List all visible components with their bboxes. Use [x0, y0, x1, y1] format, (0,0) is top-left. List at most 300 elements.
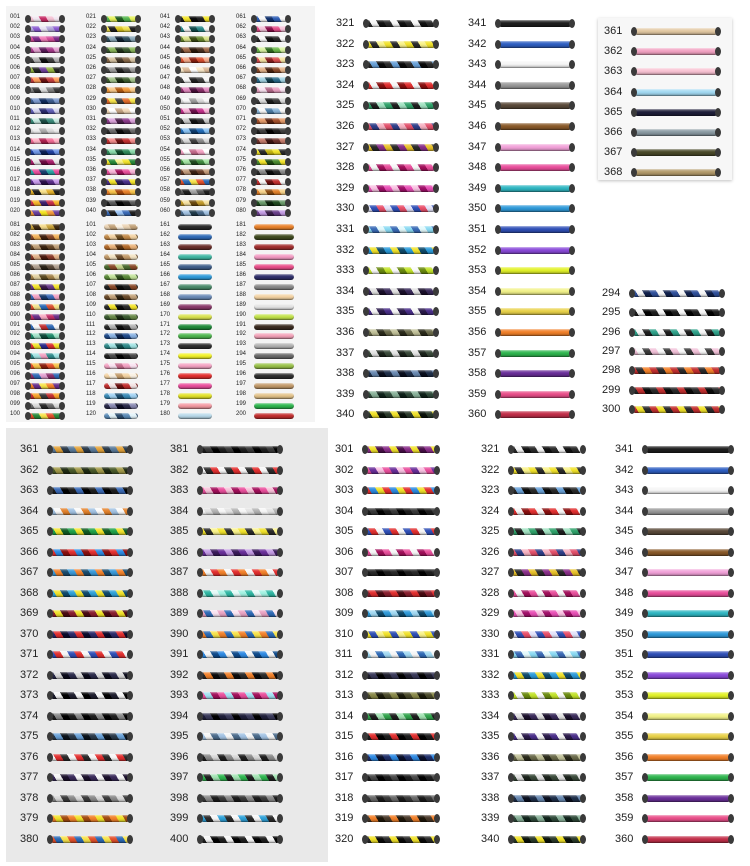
cord-row [160, 222, 220, 232]
cord-swatch [200, 836, 280, 843]
cord-swatch [178, 244, 212, 250]
cord-end-cap [175, 168, 181, 176]
cord-swatch [28, 274, 62, 280]
cord-swatch [28, 87, 62, 93]
cord-swatch [104, 77, 138, 83]
cord-row [604, 26, 726, 37]
cord-row [160, 232, 220, 242]
cord-swatch [366, 247, 436, 254]
cord-swatch [365, 733, 437, 740]
cord-row [468, 80, 580, 91]
cord-row [602, 385, 730, 396]
cord-number: 331 [481, 648, 500, 660]
cord-end-cap [127, 507, 133, 516]
cord-swatch [254, 67, 288, 73]
cord-end-cap [363, 246, 369, 255]
cord-end-cap [251, 137, 257, 145]
cord-row [10, 34, 70, 44]
cord-row [468, 39, 580, 50]
cord-number: 007 [10, 75, 21, 82]
cord-number: 068 [236, 85, 247, 92]
cord-number: 099 [10, 401, 21, 408]
cord-end-cap [362, 835, 368, 844]
cord-swatch [645, 815, 731, 822]
cord-end-cap [285, 56, 291, 64]
cord-row [10, 14, 70, 24]
cord-end-cap [59, 127, 65, 135]
cord-swatch [498, 288, 572, 295]
cord-row [604, 46, 726, 57]
cord-number: 107 [86, 281, 97, 288]
cord-number: 332 [481, 668, 500, 681]
cord-row [160, 75, 220, 85]
cord-number: 165 [160, 261, 171, 268]
cord-row [335, 608, 445, 619]
cord-end-cap [25, 323, 31, 331]
cord-number: 079 [236, 197, 247, 204]
cord-number: 346 [468, 120, 487, 132]
cord-row [86, 401, 146, 411]
cord-swatch [254, 169, 288, 175]
cord-end-cap [728, 732, 734, 741]
cord-end-cap [434, 773, 440, 782]
cord-swatch [200, 549, 280, 556]
cord-row [468, 162, 580, 173]
cord-swatch [645, 733, 731, 740]
cord-number: 040 [86, 207, 97, 214]
cord-swatch [645, 774, 731, 781]
cord-end-cap [362, 445, 368, 454]
cord-end-cap [495, 40, 501, 49]
cord-row [481, 629, 591, 640]
cord-number: 190 [236, 311, 247, 318]
cord-row [20, 711, 138, 722]
cord-number: 192 [236, 331, 247, 338]
cord-swatch [511, 487, 583, 494]
cord-swatch [28, 16, 62, 22]
cord-row [336, 18, 444, 29]
cord-number: 173 [160, 341, 171, 348]
cord-row [86, 272, 146, 282]
cord-swatch [254, 274, 294, 280]
cord-row [236, 24, 296, 34]
cord-row [468, 389, 580, 400]
cord-end-cap [629, 405, 635, 414]
cord-end-cap [277, 568, 283, 577]
cord-end-cap [127, 814, 133, 823]
cord-row [170, 526, 288, 537]
cord-end-cap [642, 753, 648, 762]
cord-end-cap [629, 289, 635, 298]
cord-number: 193 [236, 341, 247, 348]
cord-swatch [366, 61, 436, 68]
cord-row [615, 834, 739, 845]
cord-number: 366 [20, 545, 39, 558]
cord-end-cap [127, 650, 133, 659]
cord-row [170, 629, 288, 640]
cord-number: 356 [468, 326, 487, 338]
cord-number: 386 [170, 545, 189, 558]
cord-row [160, 292, 220, 302]
cord-row [10, 65, 70, 75]
cord-swatch [50, 774, 130, 781]
cord-swatch [28, 393, 62, 399]
cord-end-cap [508, 486, 514, 495]
cord-swatch [511, 795, 583, 802]
cord-row [602, 346, 730, 357]
cord-number: 374 [20, 709, 39, 722]
cord-row [604, 66, 726, 77]
cord-swatch [178, 403, 212, 409]
cord-end-cap [127, 712, 133, 721]
cord-number: 363 [604, 65, 623, 78]
cord-number: 316 [335, 750, 354, 763]
cord-end-cap [569, 81, 575, 90]
cord-row [86, 24, 146, 34]
cord-number: 340 [336, 408, 355, 421]
cord-end-cap [363, 349, 369, 358]
cord-swatch [366, 391, 436, 398]
cord-end-cap [580, 568, 586, 577]
cord-end-cap [715, 67, 721, 76]
cord-swatch [645, 610, 731, 617]
cord-swatch [366, 185, 436, 192]
cord-number: 181 [236, 222, 247, 228]
cord-swatch [366, 20, 436, 27]
cord-number: 338 [481, 791, 500, 804]
cord-end-cap [59, 66, 65, 74]
cord-row [170, 567, 288, 578]
cord-number: 308 [335, 586, 354, 599]
cord-end-cap [569, 246, 575, 255]
cord-row [170, 793, 288, 804]
cord-end-cap [59, 332, 65, 340]
cord-end-cap [495, 410, 501, 419]
cord-row [170, 772, 288, 783]
cord-number: 176 [160, 371, 171, 378]
cord-number: 377 [20, 771, 39, 783]
cord-end-cap [135, 46, 141, 54]
cord-end-cap [277, 527, 283, 536]
cord-swatch [254, 353, 294, 359]
cord-end-cap [251, 107, 257, 115]
cord-number: 341 [468, 17, 487, 29]
cord-row [336, 265, 444, 276]
cord-end-cap [434, 712, 440, 721]
cord-number: 312 [335, 668, 354, 681]
cord-row [10, 167, 70, 177]
cord-number: 067 [236, 75, 247, 82]
cord-number: 356 [615, 750, 634, 763]
cord-swatch [104, 234, 138, 240]
cord-end-cap [59, 223, 65, 231]
cord-end-cap [569, 390, 575, 399]
cord-swatch [28, 324, 62, 330]
cord-swatch [200, 631, 280, 638]
cord-end-cap [175, 86, 181, 94]
cord-number: 080 [236, 207, 247, 214]
cord-swatch [200, 713, 280, 720]
cord-swatch [511, 672, 583, 679]
cord-number: 194 [236, 351, 247, 358]
cord-end-cap [363, 204, 369, 213]
cord-swatch [28, 224, 62, 230]
cord-row [335, 465, 445, 476]
cord-swatch [365, 590, 437, 597]
cord-end-cap [580, 589, 586, 598]
cord-swatch [254, 363, 294, 369]
cord-number: 355 [615, 730, 634, 742]
cord-number: 301 [335, 443, 354, 455]
cord-number: 367 [604, 146, 623, 159]
cord-end-cap [363, 225, 369, 234]
cord-end-cap [715, 148, 721, 157]
cord-end-cap [285, 148, 291, 156]
cord-end-cap [135, 137, 141, 145]
cord-row [86, 411, 146, 421]
cord-end-cap [25, 158, 31, 166]
cord-number: 066 [236, 65, 247, 71]
cord-swatch [104, 189, 138, 195]
cord-end-cap [101, 107, 107, 115]
cord-end-cap [285, 107, 291, 115]
cord-end-cap [569, 163, 575, 172]
cord-end-cap [127, 835, 133, 844]
cord-swatch [28, 403, 62, 409]
cord-end-cap [59, 313, 65, 321]
cord-end-cap [25, 263, 31, 271]
cord-swatch [104, 98, 138, 104]
cord-swatch [254, 47, 288, 53]
cord-number: 168 [160, 291, 171, 298]
cord-end-cap [363, 184, 369, 193]
cord-row [615, 608, 739, 619]
cord-number: 396 [170, 750, 189, 763]
cord-end-cap [251, 86, 257, 94]
cord-end-cap [59, 412, 65, 420]
cord-end-cap [580, 732, 586, 741]
cord-end-cap [495, 204, 501, 213]
cord-number: 323 [481, 484, 500, 496]
cord-row [170, 670, 288, 681]
cord-end-cap [135, 86, 141, 94]
cord-end-cap [728, 814, 734, 823]
cord-swatch [634, 68, 718, 75]
cord-number: 030 [86, 105, 97, 112]
cord-swatch [366, 411, 436, 418]
cord-end-cap [135, 148, 141, 156]
cord-swatch [254, 200, 288, 206]
cord-end-cap [59, 158, 65, 166]
cord-end-cap [728, 527, 734, 536]
cord-end-cap [59, 188, 65, 196]
cord-number: 017 [10, 177, 21, 184]
cord-row [335, 567, 445, 578]
cord-end-cap [434, 732, 440, 741]
cord-number: 057 [160, 177, 171, 184]
cord-number: 347 [615, 566, 634, 578]
cord-end-cap [569, 410, 575, 419]
cord-number: 350 [615, 627, 634, 640]
cord-row [170, 506, 288, 517]
cord-end-cap [362, 609, 368, 618]
cord-row [10, 116, 70, 126]
cord-number: 321 [481, 443, 500, 455]
cord-row [336, 245, 444, 256]
cord-end-cap [569, 369, 575, 378]
cord-row [236, 371, 302, 381]
cord-row [20, 731, 138, 742]
cord-end-cap [251, 158, 257, 166]
cord-swatch [511, 774, 583, 781]
cord-end-cap [285, 168, 291, 176]
cord-number: 358 [615, 791, 634, 804]
cord-swatch [28, 189, 62, 195]
cord-swatch [50, 610, 130, 617]
cord-row [160, 187, 220, 197]
cord-row [615, 506, 739, 517]
cord-row [602, 365, 730, 376]
cord-swatch [254, 108, 288, 114]
cord-swatch [178, 98, 212, 104]
cord-swatch [104, 159, 138, 165]
cord-number: 337 [481, 771, 500, 783]
cord-number: 385 [170, 525, 189, 537]
cord-end-cap [135, 127, 141, 135]
cord-row [615, 670, 739, 681]
cord-number: 387 [170, 566, 189, 578]
cord-swatch [104, 284, 138, 290]
cord-end-cap [175, 148, 181, 156]
cord-row [10, 371, 70, 381]
cord-swatch [511, 590, 583, 597]
cord-end-cap [433, 19, 439, 28]
cord-number: 315 [335, 730, 354, 742]
cord-row [604, 87, 726, 98]
cord-row [160, 167, 220, 177]
cord-end-cap [495, 143, 501, 152]
cord-swatch [511, 815, 583, 822]
cord-row [86, 116, 146, 126]
cord-row [236, 96, 296, 106]
cord-number: 313 [335, 689, 354, 701]
cord-number: 368 [20, 586, 39, 599]
cord-end-cap [59, 137, 65, 145]
cord-end-cap [47, 630, 53, 639]
cord-end-cap [285, 15, 291, 23]
cord-row [236, 177, 296, 187]
cord-end-cap [25, 199, 31, 207]
cord-swatch [498, 411, 572, 418]
cord-swatch [178, 254, 212, 260]
cord-end-cap [101, 199, 107, 207]
cord-number: 065 [236, 54, 247, 61]
cord-end-cap [277, 650, 283, 659]
cord-end-cap [580, 548, 586, 557]
cord-number: 027 [86, 75, 97, 82]
cord-end-cap [47, 794, 53, 803]
cord-row [336, 100, 444, 111]
cord-row [481, 506, 591, 517]
cord-swatch [104, 314, 138, 320]
cord-number: 297 [602, 344, 621, 357]
cord-end-cap [209, 66, 215, 74]
cord-number: 364 [604, 85, 623, 98]
cord-end-cap [25, 66, 31, 74]
cord-number: 365 [20, 525, 39, 537]
cord-swatch [632, 406, 722, 413]
cord-row [468, 368, 580, 379]
cord-end-cap [127, 527, 133, 536]
cord-row [86, 136, 146, 146]
cord-end-cap [642, 527, 648, 536]
cord-row [10, 222, 70, 232]
cord-swatch [50, 692, 130, 699]
cord-end-cap [508, 773, 514, 782]
cord-end-cap [101, 158, 107, 166]
cord-swatch [104, 87, 138, 93]
cord-swatch [254, 210, 288, 216]
cord-number: 055 [160, 156, 171, 163]
cord-swatch [104, 57, 138, 63]
cord-end-cap [101, 97, 107, 105]
cord-row [170, 485, 288, 496]
cord-row [160, 322, 220, 332]
cord-number: 380 [20, 832, 39, 845]
cord-end-cap [495, 225, 501, 234]
cord-row [335, 485, 445, 496]
cord-end-cap [629, 347, 635, 356]
cord-swatch [28, 98, 62, 104]
cord-number: 085 [10, 261, 21, 268]
cord-swatch [104, 373, 138, 379]
cord-swatch [645, 528, 731, 535]
cord-end-cap [197, 486, 203, 495]
cord-end-cap [728, 691, 734, 700]
cord-row [86, 187, 146, 197]
cord-end-cap [101, 66, 107, 74]
cord-end-cap [285, 46, 291, 54]
cord-number: 383 [170, 484, 189, 496]
cord-end-cap [135, 76, 141, 84]
cord-number: 325 [336, 99, 355, 112]
cord-row [336, 368, 444, 379]
cord-row [236, 381, 302, 391]
cord-number: 174 [160, 351, 171, 358]
cord-end-cap [631, 88, 637, 97]
cord-end-cap [277, 691, 283, 700]
cord-swatch [498, 370, 572, 377]
cord-number: 391 [170, 648, 189, 660]
cord-end-cap [175, 188, 181, 196]
cord-number: 111 [86, 321, 96, 328]
cord-end-cap [362, 466, 368, 475]
cord-swatch [366, 267, 436, 274]
cord-row [10, 272, 70, 282]
cord-end-cap [631, 168, 637, 177]
cord-end-cap [715, 27, 721, 36]
cord-swatch [50, 487, 130, 494]
cord-row [335, 588, 445, 599]
cord-end-cap [251, 209, 257, 217]
cord-swatch [498, 82, 572, 89]
cord-swatch [498, 350, 572, 357]
cord-end-cap [580, 609, 586, 618]
cord-row [481, 649, 591, 660]
cord-number: 320 [335, 832, 354, 845]
cord-swatch [632, 329, 722, 336]
cord-row [20, 793, 138, 804]
